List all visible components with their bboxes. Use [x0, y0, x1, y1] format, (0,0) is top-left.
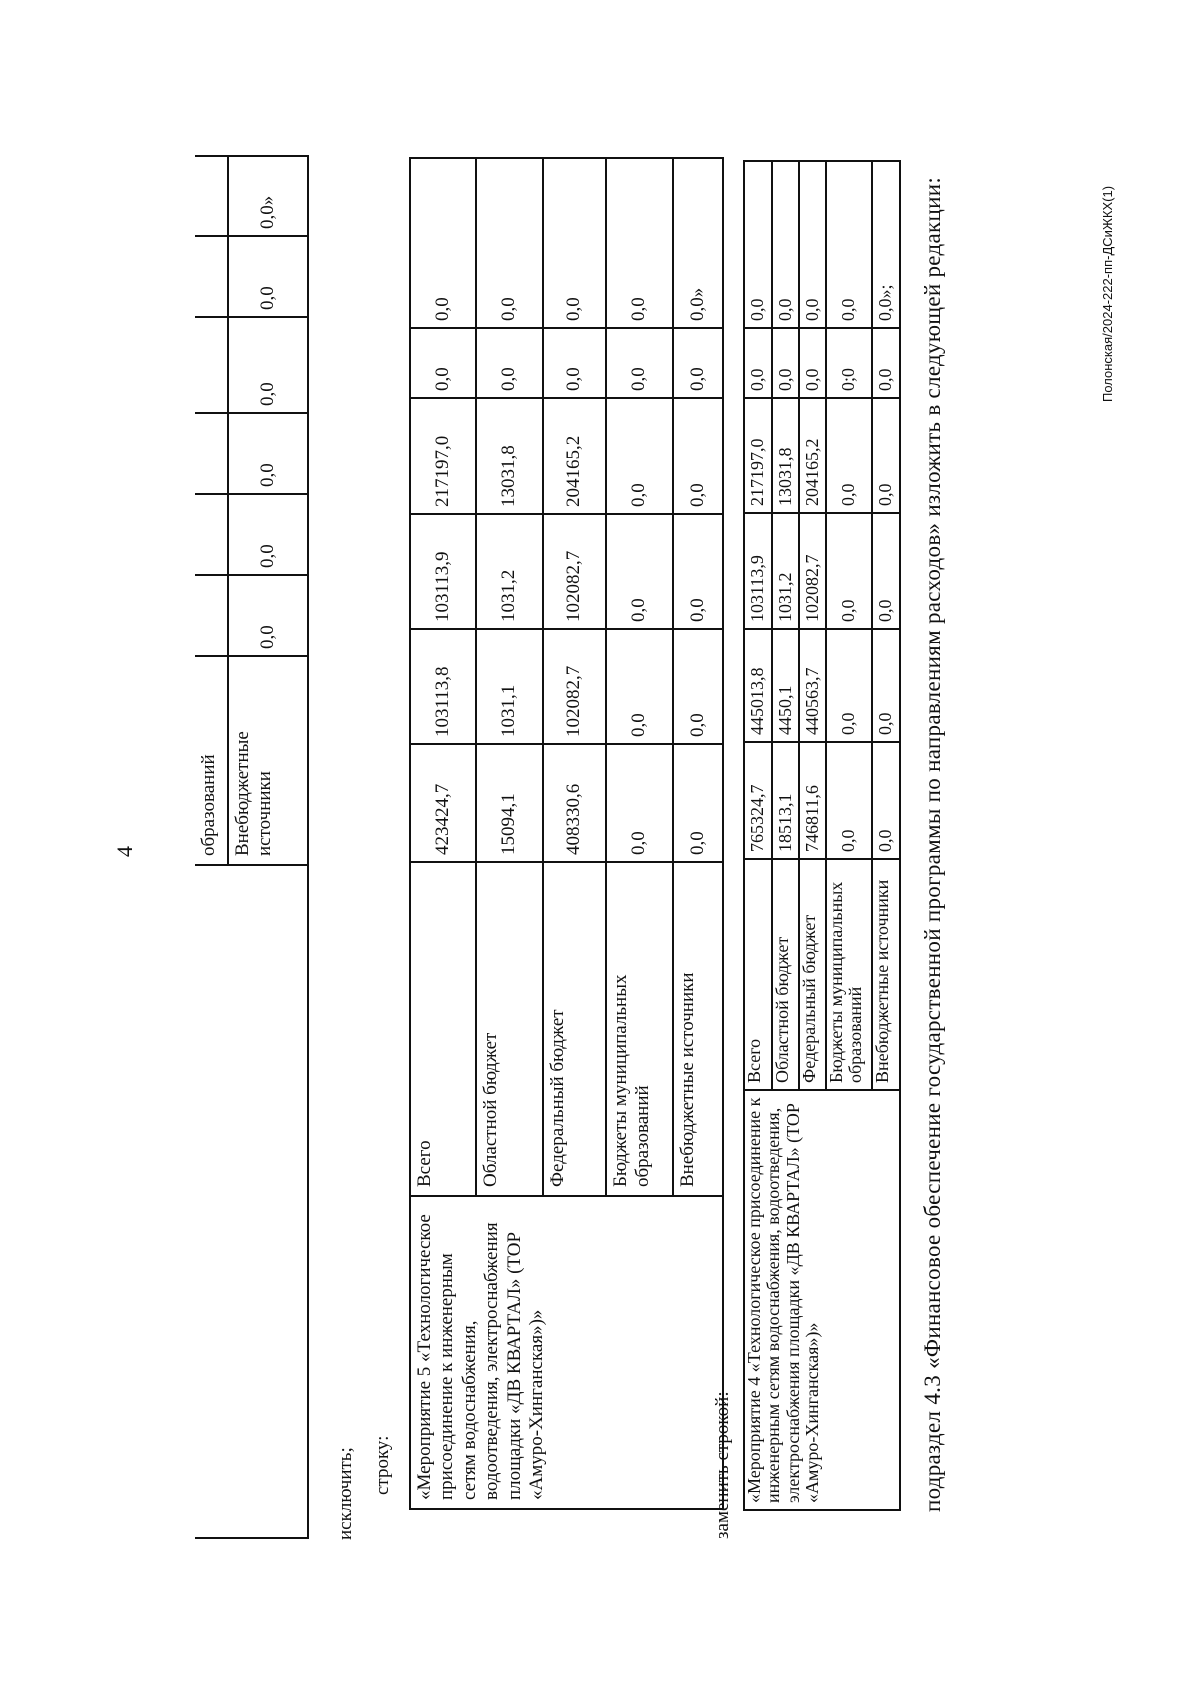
excluded-row-label: Бюджеты муниципальных образований: [606, 862, 673, 1196]
replacement-value: 18513,1: [772, 742, 799, 859]
replacement-value: 0;0: [826, 328, 872, 398]
top-table-category-tail: образований: [195, 656, 228, 865]
excluded-value: 102082,7: [543, 629, 606, 744]
top-table-value: 0,0: [228, 413, 308, 494]
excluded-value: 0,0: [673, 629, 723, 744]
replacement-value: 0,0: [872, 742, 900, 859]
replacement-value: 102082,7: [799, 513, 826, 629]
replace-label: заменить строкой:: [712, 1391, 733, 1539]
excluded-value: 102082,7: [543, 514, 606, 629]
top-table-value: 0,0: [228, 317, 308, 413]
excluded-row-label: Всего: [410, 862, 476, 1196]
excluded-value: 103113,9: [410, 514, 476, 629]
excluded-value: 0,0: [606, 744, 673, 862]
replacement-value: 0,0: [772, 328, 799, 398]
exclude-label: исключить;: [335, 1447, 356, 1540]
excluded-value: 0,0: [606, 328, 673, 398]
excluded-row-label: Федеральный бюджет: [543, 862, 606, 1196]
replacement-row-label: Внебюджетные источники: [872, 859, 900, 1090]
excluded-value: 13031,8: [476, 398, 543, 514]
excluded-value: 0,0: [476, 158, 543, 328]
replacement-value: 445013,8: [744, 629, 772, 742]
replacement-value: 217197,0: [744, 398, 772, 513]
excluded-table-title: «Мероприятие 5 «Технологическое присоединение к инженерным сетям водоснабжения, водоотведения, электроснабжения площадки «ДВ КВАРТАЛ» (ТОР «Амуро-Хинганская»)»: [410, 1196, 723, 1509]
top-table: [195, 155, 309, 1539]
replacement-value: 0,0: [826, 629, 872, 742]
replacement-value: 0,0: [872, 328, 900, 398]
top-table-blank-cell: [195, 865, 308, 1538]
excluded-value: 0,0: [476, 328, 543, 398]
excluded-value: 0,0: [606, 398, 673, 514]
excluded-value: 0,0: [673, 744, 723, 862]
replacement-row-label: Областной бюджет: [772, 859, 799, 1090]
replacement-value: 13031,8: [772, 398, 799, 513]
replacement-value: 0,0: [826, 398, 872, 513]
replacement-value: 440563,7: [799, 629, 826, 742]
excluded-value: 1031,1: [476, 629, 543, 744]
replacement-value: 0,0: [826, 513, 872, 629]
replacement-row-label: Всего: [744, 859, 772, 1090]
replacement-value: 746811,6: [799, 742, 826, 859]
replacement-row-label: Бюджеты муниципальных образований: [826, 859, 872, 1090]
excluded-row-label: Внебюджетные источники: [673, 862, 723, 1196]
replacement-value: 0,0: [826, 161, 872, 328]
top-table-row-label: Внебюджетные источники: [228, 656, 308, 865]
excluded-value: 204165,2: [543, 398, 606, 514]
replacement-value: 204165,2: [799, 398, 826, 513]
top-table-value: 0,0»: [228, 156, 308, 236]
excluded-value: 408330,6: [543, 744, 606, 862]
excluded-value: 217197,0: [410, 398, 476, 514]
replacement-value: 1031,2: [772, 513, 799, 629]
excluded-value: 0,0: [543, 328, 606, 398]
replacement-value: 103113,9: [744, 513, 772, 629]
excluded-value: 0,0: [673, 328, 723, 398]
excluded-value: 1031,2: [476, 514, 543, 629]
top-table-value: 0,0: [228, 236, 308, 317]
replacement-value: 0,0: [799, 161, 826, 328]
replacement-table-title: «Мероприятие 4 «Технологическое присоединение к инженерным сетям водоснабжения, водоотведения, электроснабжения площадки «ДВ КВАРТАЛ» (ТОР «Амуро-Хинганская»)»: [744, 1090, 900, 1510]
excluded-value: 0,0: [606, 514, 673, 629]
excluded-value: 0,0: [673, 514, 723, 629]
excluded-value: 423424,7: [410, 744, 476, 862]
replacement-table: [743, 160, 901, 1511]
footer-code: Полонская/2024-222-пп-ДСиЖКХ(1): [1100, 185, 1115, 402]
excluded-value: 0,0: [606, 629, 673, 744]
excluded-row-label: Областной бюджет: [476, 862, 543, 1196]
replacement-value: 765324,7: [744, 742, 772, 859]
replacement-value: 0,0: [772, 161, 799, 328]
excluded-value: 0,0: [410, 328, 476, 398]
excluded-value: 0,0: [543, 158, 606, 328]
excluded-table: [409, 157, 724, 1510]
replacement-value: 0,0: [872, 398, 900, 513]
replacement-value: 4450,1: [772, 629, 799, 742]
replacement-value: 0,0: [744, 161, 772, 328]
excluded-value: 0,0: [673, 398, 723, 514]
replacement-value: 0,0: [744, 328, 772, 398]
excluded-value: 0,0: [606, 158, 673, 328]
replacement-value: 0,0: [799, 328, 826, 398]
excluded-value: 0,0»: [673, 158, 723, 328]
line-label: строку:: [372, 1435, 393, 1495]
subsection-paragraph: подраздел 4.3 «Финансовое обеспечение государственной программы по направлениям расходов» изложить в следующей редакции:: [920, 176, 945, 1512]
excluded-value: 103113,8: [410, 629, 476, 744]
replacement-value: 0,0: [872, 629, 900, 742]
excluded-value: 0,0: [410, 158, 476, 328]
top-table-value: 0,0: [228, 575, 308, 656]
replacement-value: 0,0: [826, 742, 872, 859]
page-number: 4: [112, 846, 137, 857]
replacement-value: 0,0: [872, 513, 900, 629]
excluded-value: 15094,1: [476, 744, 543, 862]
replacement-value: 0,0»;: [872, 161, 900, 328]
top-table-value: 0,0: [228, 494, 308, 575]
replacement-row-label: Федеральный бюджет: [799, 859, 826, 1090]
